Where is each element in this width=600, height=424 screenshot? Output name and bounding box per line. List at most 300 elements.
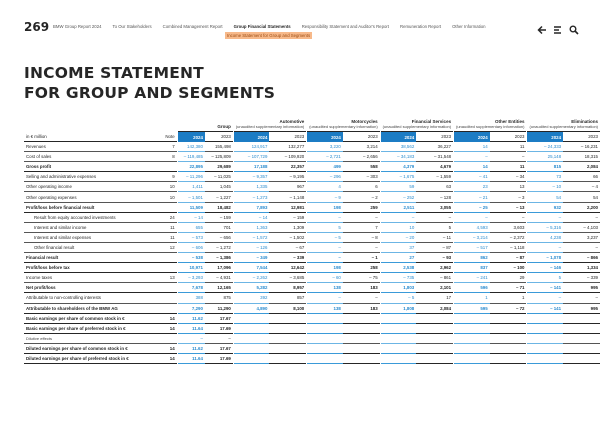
- row-label: Interest and similar expenses: [24, 233, 160, 243]
- cell-2023: – 16,231: [563, 142, 600, 152]
- segment-header-eliminations: Eliminations (unaudited supplementary information): [527, 98, 600, 132]
- cell-2024: 1,808: [381, 304, 417, 314]
- row-note: 24: [160, 213, 176, 223]
- cell-2023: [269, 314, 306, 324]
- cell-2024: –: [527, 243, 563, 253]
- row-note: [160, 263, 176, 273]
- cell-2023: 3,055: [416, 203, 453, 213]
- nav-bmw-group-report[interactable]: BMW Group Report 2024: [53, 24, 102, 29]
- cell-2024: [454, 344, 490, 354]
- row-label: Diluted earnings per share of preferred stock in €: [24, 354, 160, 364]
- cell-2024: – 119,485: [178, 152, 205, 162]
- cell-2024: 392: [234, 293, 270, 303]
- cell-2024: 4,593: [454, 223, 490, 233]
- cell-2024: – 141: [527, 283, 563, 293]
- cell-2024: 1,803: [381, 283, 417, 293]
- nav-group-financial-statements[interactable]: Group Financial Statements: [233, 24, 291, 29]
- row-note: 8: [160, 152, 176, 162]
- cell-2024: 1,363: [234, 223, 270, 233]
- table-row: [24, 283, 600, 293]
- row-label: Dilutive effects: [24, 334, 160, 344]
- cell-2024: – 25: [454, 203, 490, 213]
- row-label: Attributable to shareholders of the BMW AG: [24, 304, 160, 314]
- cell-2024: 142,380: [178, 142, 205, 152]
- cell-2024: – 21: [454, 192, 490, 202]
- row-note: 14: [160, 354, 176, 364]
- cell-2024: [307, 334, 343, 344]
- row-note: 13: [160, 273, 176, 283]
- cell-2023: [269, 354, 306, 364]
- table-row: [24, 142, 600, 152]
- cell-2023: – 1: [343, 253, 380, 263]
- cell-2024: – 349: [234, 253, 270, 263]
- cell-2024: – 14: [178, 213, 205, 223]
- cell-2023: [343, 344, 380, 354]
- row-note: 10: [160, 192, 176, 202]
- cell-2023: –: [563, 243, 600, 253]
- top-navigation-bar: [0, 0, 600, 50]
- cell-2024: [234, 354, 270, 364]
- cell-2024: – 517: [454, 243, 490, 253]
- nav-remuneration-report[interactable]: Remuneration Report: [399, 24, 442, 29]
- table-row: [24, 263, 600, 273]
- cell-2023: – 72: [490, 304, 527, 314]
- cell-2024: 7,544: [234, 263, 270, 273]
- page-number: 269: [24, 20, 50, 34]
- page-title-line2: FOR GROUP AND SEGMENTS: [24, 84, 276, 102]
- table-row: [24, 334, 600, 344]
- cell-2024: – 60: [307, 273, 343, 283]
- cell-2024: [381, 324, 417, 334]
- cell-2024: 1,411: [178, 182, 205, 192]
- cell-2024: [381, 344, 417, 354]
- cell-2024: 655: [178, 223, 205, 233]
- cell-2024: –: [307, 253, 343, 263]
- row-label: Gross profit: [24, 162, 160, 172]
- cell-2023: – 11: [416, 233, 453, 243]
- cell-2024: – 1,572: [234, 233, 270, 243]
- page-title-line1: INCOME STATEMENT: [24, 64, 204, 82]
- table-row: [24, 354, 600, 364]
- cell-2024: 1: [454, 293, 490, 303]
- cell-2023: – 75: [343, 273, 380, 283]
- cell-2023: 2,962: [416, 263, 453, 273]
- cell-2023: 3,237: [563, 233, 600, 243]
- cell-2023: – 87: [416, 243, 453, 253]
- row-label: Result from equity accounted investments: [24, 213, 160, 223]
- cell-2023: [343, 334, 380, 344]
- cell-2024: 27: [381, 253, 417, 263]
- row-label: Revenues: [24, 142, 160, 152]
- cell-2024: –: [527, 213, 563, 223]
- cell-2024: – 34,183: [381, 152, 417, 162]
- cell-2024: – 107,729: [234, 152, 270, 162]
- nav-other-information[interactable]: Other Information: [452, 24, 486, 29]
- cell-2023: 12,165: [205, 283, 233, 293]
- cell-2023: 18,315: [563, 152, 600, 162]
- cell-2024: 11.62: [178, 344, 205, 354]
- cell-2023: 17.69: [205, 324, 233, 334]
- cell-2024: 23: [454, 182, 490, 192]
- cell-2023: – 1,272: [205, 243, 233, 253]
- cell-2023: – 71: [490, 283, 527, 293]
- cell-2024: [454, 314, 490, 324]
- cell-2023: 132,277: [269, 142, 306, 152]
- cell-2024: [307, 314, 343, 324]
- cell-2023: – 93: [416, 253, 453, 263]
- cell-2024: 595: [454, 304, 490, 314]
- year-2024-header: 2024: [178, 132, 205, 142]
- cell-2023: – 128: [416, 192, 453, 202]
- cell-2024: 11.64: [178, 354, 205, 364]
- row-note: [160, 203, 176, 213]
- cell-2024: 7,893: [234, 203, 270, 213]
- row-note: 14: [160, 314, 176, 324]
- cell-2023: –: [343, 243, 380, 253]
- cell-2024: – 3,293: [178, 273, 205, 283]
- cell-2024: – 10: [527, 182, 563, 192]
- table-row: [24, 203, 600, 213]
- cell-2023: – 109,920: [269, 152, 306, 162]
- row-note: 14: [160, 344, 176, 354]
- row-label: Income taxes: [24, 273, 160, 283]
- subnav-income-statement[interactable]: Income Statement for Group and Segments: [227, 33, 311, 38]
- cell-2023: 6: [343, 182, 380, 192]
- cell-2023: – 1,227: [205, 192, 233, 202]
- cell-2024: [527, 314, 563, 324]
- cell-2023: – 2: [343, 192, 380, 202]
- cell-2023: [343, 324, 380, 334]
- cell-2023: [490, 324, 527, 334]
- cell-2024: – 573: [178, 233, 205, 243]
- table-row: [24, 273, 600, 283]
- cell-2024: [234, 324, 270, 334]
- cell-2024: –: [307, 243, 343, 253]
- nav-responsibility-statement[interactable]: Responsibility Statement and Auditor's Report: [301, 24, 389, 29]
- table-row: [24, 243, 600, 253]
- cell-2024: – 1,501: [178, 192, 205, 202]
- cell-2024: – 146: [527, 263, 563, 273]
- cell-2023: [416, 314, 453, 324]
- cell-2023: 2,084: [416, 304, 453, 314]
- cell-2023: – 9,195: [269, 172, 306, 182]
- table-row: [24, 293, 600, 303]
- cell-2024: – 538: [178, 253, 205, 263]
- cell-2023: – 100: [490, 263, 527, 273]
- row-note: [160, 253, 176, 263]
- table-row: [24, 324, 600, 334]
- cell-2024: 499: [307, 162, 343, 172]
- year-2023-header: 2023: [205, 132, 233, 142]
- search-icon[interactable]: [569, 22, 579, 32]
- cell-2023: [490, 354, 527, 364]
- cell-2023: 8,100: [269, 304, 306, 314]
- cell-2023: –: [343, 213, 380, 223]
- cell-2024: 138: [307, 283, 343, 293]
- year-2024-header: 2024: [234, 132, 270, 142]
- cell-2023: – 339: [269, 253, 306, 263]
- cell-2023: 17.67: [205, 344, 233, 354]
- toolbar-icons: [537, 22, 579, 32]
- cell-2023: [563, 324, 600, 334]
- cell-2024: [234, 334, 270, 344]
- cell-2023: 875: [205, 293, 233, 303]
- cell-2024: 17,188: [234, 162, 270, 172]
- cell-2024: 198: [307, 263, 343, 273]
- cell-2023: 1,334: [563, 263, 600, 273]
- cell-2024: – 241: [454, 273, 490, 283]
- cell-2023: 36,227: [416, 142, 453, 152]
- cell-2023: 29,689: [205, 162, 233, 172]
- cell-2023: [416, 344, 453, 354]
- row-note: 7: [160, 142, 176, 152]
- year-2023-header: 2023: [343, 132, 380, 142]
- table-row: [24, 304, 600, 314]
- row-label: Diluted earnings per share of common stock in €: [24, 344, 160, 354]
- cell-2023: 701: [205, 223, 233, 233]
- cell-2023: –: [490, 152, 527, 162]
- nav-combined-management-report[interactable]: Combined Management Report: [162, 24, 223, 29]
- cell-2023: 11: [490, 142, 527, 152]
- cell-2023: 66: [563, 172, 600, 182]
- cell-2024: 7,290: [178, 304, 205, 314]
- cell-2023: 11: [490, 162, 527, 172]
- cell-2024: 932: [527, 203, 563, 213]
- cell-2023: – 1,148: [269, 192, 306, 202]
- cell-2023: 17,096: [205, 263, 233, 273]
- cell-2024: –: [454, 152, 490, 162]
- cell-2024: – 14: [234, 213, 270, 223]
- cell-2024: 5: [307, 223, 343, 233]
- nav-to-our-stakeholders[interactable]: To Our Stakeholders: [112, 24, 152, 29]
- row-label: Attributable to non-controlling interests: [24, 293, 160, 303]
- year-2023-header: 2023: [490, 132, 527, 142]
- cell-2023: 1,045: [205, 182, 233, 192]
- table-row: [24, 172, 600, 182]
- cell-2024: 815: [527, 162, 563, 172]
- cell-2024: 596: [454, 283, 490, 293]
- cell-2024: 4,379: [381, 162, 417, 172]
- cell-2024: – 126: [234, 243, 270, 253]
- cell-2023: 259: [343, 203, 380, 213]
- cell-2023: 1: [490, 293, 527, 303]
- cell-2023: –: [205, 334, 233, 344]
- row-label: Basic earnings per share of common stock in €: [24, 314, 160, 324]
- cell-2024: –: [307, 293, 343, 303]
- cell-2024: 2,538: [381, 263, 417, 273]
- cell-2023: 4,679: [416, 162, 453, 172]
- cell-2024: 124,917: [234, 142, 270, 152]
- cell-2023: –: [490, 213, 527, 223]
- cell-2023: 7: [343, 223, 380, 233]
- cell-2024: 4,238: [527, 233, 563, 243]
- segment-header-row: [24, 98, 600, 132]
- table-row: [24, 213, 600, 223]
- table-row: [24, 192, 600, 202]
- cell-2023: [563, 334, 600, 344]
- cell-2023: – 31,548: [416, 152, 453, 162]
- cell-2023: 3,214: [343, 142, 380, 152]
- cell-2024: – 1,273: [234, 192, 270, 202]
- menu-icon[interactable]: [553, 22, 563, 32]
- cell-2023: – 34: [490, 172, 527, 182]
- row-label: Financial result: [24, 253, 160, 263]
- cell-2023: 5: [416, 223, 453, 233]
- segment-header-group: Group: [178, 98, 233, 132]
- cell-2024: – 2,721: [307, 152, 343, 162]
- cell-2023: – 2,656: [343, 152, 380, 162]
- cell-2023: – 13: [490, 203, 527, 213]
- cell-2024: – 5: [381, 293, 417, 303]
- cell-2024: 1,335: [234, 182, 270, 192]
- row-note: 12: [160, 243, 176, 253]
- cell-2024: 10: [381, 223, 417, 233]
- row-note: [160, 283, 176, 293]
- row-note: [160, 293, 176, 303]
- cell-2024: – 24,333: [527, 142, 563, 152]
- cell-2024: [527, 324, 563, 334]
- row-label: Profit/loss before tax: [24, 263, 160, 273]
- cell-2024: 837: [454, 263, 490, 273]
- cell-2024: [381, 354, 417, 364]
- cell-2023: 967: [269, 182, 306, 192]
- cell-2024: – 606: [178, 243, 205, 253]
- cell-2024: 198: [307, 203, 343, 213]
- table-row: [24, 152, 600, 162]
- cell-2023: 29: [490, 273, 527, 283]
- row-note: 10: [160, 182, 176, 192]
- cell-2023: 2,200: [563, 203, 600, 213]
- cell-2023: – 1,386: [205, 253, 233, 263]
- cell-2023: – 159: [269, 213, 306, 223]
- year-2023-header: 2023: [269, 132, 306, 142]
- cell-2023: 12,642: [269, 263, 306, 273]
- cell-2024: 59: [381, 182, 417, 192]
- row-label: Other financial result: [24, 243, 160, 253]
- cell-2023: – 303: [343, 172, 380, 182]
- cell-2024: [527, 334, 563, 344]
- cell-2024: – 141: [527, 304, 563, 314]
- cell-2024: – 2,262: [234, 273, 270, 283]
- row-label: Profit/loss before financial result: [24, 203, 160, 213]
- year-2023-header: 2023: [416, 132, 453, 142]
- year-2023-header: 2023: [563, 132, 600, 142]
- row-label: Basic earnings per share of preferred stock in €: [24, 324, 160, 334]
- cell-2024: 11.64: [178, 324, 205, 334]
- cell-2024: [527, 344, 563, 354]
- cell-2024: 14: [454, 142, 490, 152]
- table-row: [24, 162, 600, 172]
- cell-2023: – 159: [205, 213, 233, 223]
- cell-2023: –: [343, 293, 380, 303]
- year-2024-header: 2024: [454, 132, 490, 142]
- cell-2024: 2,511: [381, 203, 417, 213]
- cell-2023: 155,498: [205, 142, 233, 152]
- cell-2023: [416, 354, 453, 364]
- cell-2023: –: [563, 213, 600, 223]
- cell-2023: 558: [343, 162, 380, 172]
- year-2024-header: 2024: [527, 132, 563, 142]
- cell-2023: [343, 314, 380, 324]
- cell-2023: – 4,931: [205, 273, 233, 283]
- row-label: Net profit/loss: [24, 283, 160, 293]
- cell-2023: 11,290: [205, 304, 233, 314]
- cell-2023: – 2,372: [490, 233, 527, 243]
- cell-2023: 54: [563, 192, 600, 202]
- cell-2023: [416, 334, 453, 344]
- cell-2024: – 1,078: [527, 253, 563, 263]
- cell-2024: – 9: [307, 192, 343, 202]
- table-row: [24, 314, 600, 324]
- cell-2024: – 11,296: [178, 172, 205, 182]
- cell-2023: [490, 314, 527, 324]
- cell-2023: 2,101: [416, 283, 453, 293]
- cell-2024: 11.62: [178, 314, 205, 324]
- page-title: [24, 63, 275, 103]
- cell-2023: 995: [563, 283, 600, 293]
- cell-2023: – 1,502: [269, 233, 306, 243]
- cell-2024: [454, 324, 490, 334]
- row-note: 14: [160, 324, 176, 334]
- cell-2024: 862: [454, 253, 490, 263]
- cell-2023: [416, 324, 453, 334]
- cell-2023: 258: [343, 263, 380, 273]
- cell-2024: 7,678: [178, 283, 205, 293]
- cell-2023: 13: [490, 182, 527, 192]
- table-row: [24, 182, 600, 192]
- cell-2024: – 1,675: [381, 172, 417, 182]
- note-header: Note: [160, 132, 176, 142]
- cell-2024: 14: [454, 162, 490, 172]
- cell-2023: – 3,685: [269, 273, 306, 283]
- cell-2024: 3,220: [307, 142, 343, 152]
- cell-2024: [307, 324, 343, 334]
- cell-2024: – 735: [381, 273, 417, 283]
- cell-2023: – 4,103: [563, 223, 600, 233]
- cell-2024: 388: [178, 293, 205, 303]
- cell-2024: 4: [307, 182, 343, 192]
- cell-2023: 17.69: [205, 354, 233, 364]
- row-label: Other operating income: [24, 182, 160, 192]
- cell-2023: [563, 344, 600, 354]
- row-label: Interest and similar income: [24, 223, 160, 233]
- cell-2023: 18,482: [205, 203, 233, 213]
- table-row: [24, 223, 600, 233]
- unit-label: in € million: [24, 132, 160, 142]
- cell-2023: [269, 334, 306, 344]
- cell-2023: [269, 324, 306, 334]
- cell-2023: 2,084: [563, 162, 600, 172]
- cell-2024: [527, 354, 563, 364]
- back-arrow-icon[interactable]: [537, 22, 547, 32]
- cell-2024: –: [307, 213, 343, 223]
- cell-2023: – 3: [490, 192, 527, 202]
- table-row: [24, 253, 600, 263]
- cell-2023: – 866: [563, 253, 600, 263]
- segment-header-automotive: Automotive (unaudited supplementary information): [234, 98, 306, 132]
- cell-2023: [563, 354, 600, 364]
- row-note: 11: [160, 223, 176, 233]
- cell-2023: 22,357: [269, 162, 306, 172]
- cell-2023: – 861: [416, 273, 453, 283]
- year-2024-header: 2024: [381, 132, 417, 142]
- cell-2024: [381, 334, 417, 344]
- cell-2024: – 5,316: [527, 223, 563, 233]
- cell-2024: 10,971: [178, 263, 205, 273]
- cell-2023: –: [416, 213, 453, 223]
- year-2024-header: 2024: [307, 132, 343, 142]
- table-row: [24, 233, 600, 243]
